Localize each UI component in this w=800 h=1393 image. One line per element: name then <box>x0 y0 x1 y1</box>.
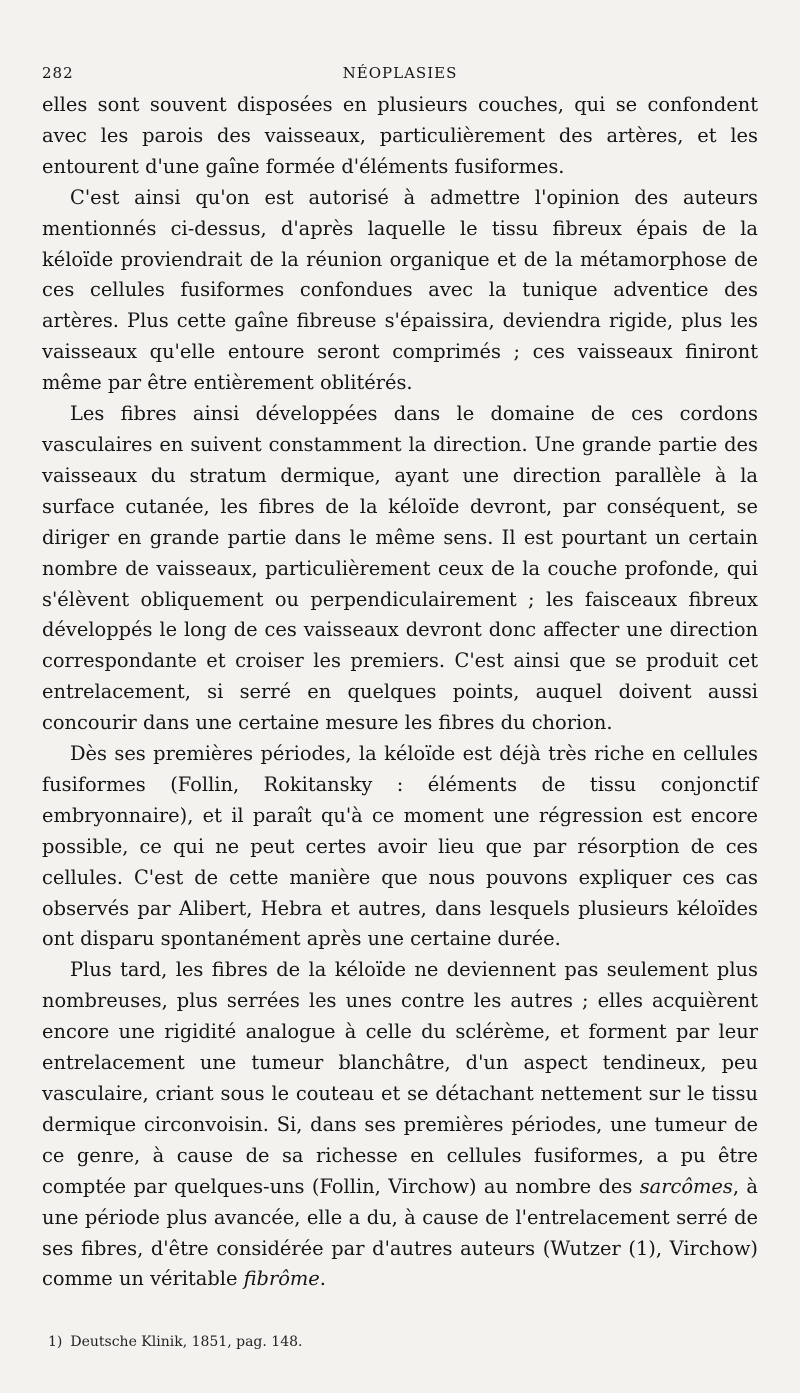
page-number: 282 <box>42 64 74 82</box>
italic-term-fibrome: fibrôme <box>243 1267 320 1291</box>
paragraph: Dès ses premières périodes, la kéloïde est déjà très riche en cellules fusiformes (Follin, Rokitansky : éléments de tissu conjonctif embryonnaire), et il paraît qu'à ce moment une régression est encore possible, ce qui ne peut certes avoir lieu que par résorption de ces cellules. C'est de cette manière que nous pouvons expliquer ces cas observés par Alibert, Hebra et autres, dans lesquels plusieurs kéloïdes ont disparu spontanément après une certaine durée. <box>42 742 758 951</box>
page-header <box>42 60 758 90</box>
paragraph <box>42 955 758 1295</box>
paragraph: elles sont souvent disposées en plusieurs couches, qui se confondent avec les parois des vaisseaux, particulièrement des artères, et les entourent d'une gaîne formée d'éléments fusiformes. <box>42 93 758 178</box>
footnote-mark: 1) <box>48 1334 63 1350</box>
paragraph-text: . <box>319 1267 326 1291</box>
footnote <box>48 1334 302 1350</box>
body-text <box>42 90 758 1295</box>
italic-term-sarcomes: sarcômes <box>639 1174 733 1198</box>
paragraph-text: , à une période plus avancée, elle a du, à cause de l'entrelacement serré de ses fibres, d'être considérée par d'autres auteurs (Wutzer (1), Virchow) comme un véritable <box>42 1174 758 1291</box>
paragraph-text: Plus tard, les fibres de la kéloïde ne deviennent pas seulement plus nombreuses, plus serrées les unes contre les autres ; elles acquièrent encore une rigidité analogue à celle du sclérème, et forment par leur entrelacement une tumeur blanchâtre, d'un aspect tendineux, peu vasculaire, criant sous le couteau et se détachant nettement sur le tissu dermique circonvoisin. Si, dans ses premières périodes, une tumeur de ce genre, à cause de sa richesse en cellules fusiformes, a pu être comptée par quelques-uns (Follin, Virchow) au nombre des <box>42 958 758 1198</box>
paragraph: Les fibres ainsi développées dans le domaine de ces cordons vasculaires en suivent constamment la direction. Une grande partie des vaisseaux du stratum dermique, ayant une direction parallèle à la surface cutanée, les fibres de la kéloïde devront, par conséquent, se diriger en grande partie dans le même sens. Il est pourtant un certain nombre de vaisseaux, particulièrement ceux de la couche profonde, qui s'élèvent obliquement ou perpendiculairement ; les faisceaux fibreux développés le long de ces vaisseaux devront donc affecter une direction correspondante et croiser les premiers. C'est ainsi que se produit cet entrelacement, si serré en quelques points, auquel doivent aussi concourir dans une certaine mesure les fibres du chorion. <box>42 402 758 735</box>
running-title: NÉOPLASIES <box>342 64 458 82</box>
footnote-text: Deutsche Klinik, 1851, pag. 148. <box>70 1334 303 1350</box>
paragraph: C'est ainsi qu'on est autorisé à admettre l'opinion des auteurs mentionnés ci-dessus, d'après laquelle le tissu fibreux épais de la kéloïde proviendrait de la réunion organique et de la métamorphose de ces cellules fusiformes confondues avec la tunique adventice des artères. Plus cette gaîne fibreuse s'épaissira, deviendra rigide, plus les vaisseaux qu'elle entoure seront comprimés ; ces vaisseaux finiront même par être entièrement oblitérés. <box>42 185 758 395</box>
